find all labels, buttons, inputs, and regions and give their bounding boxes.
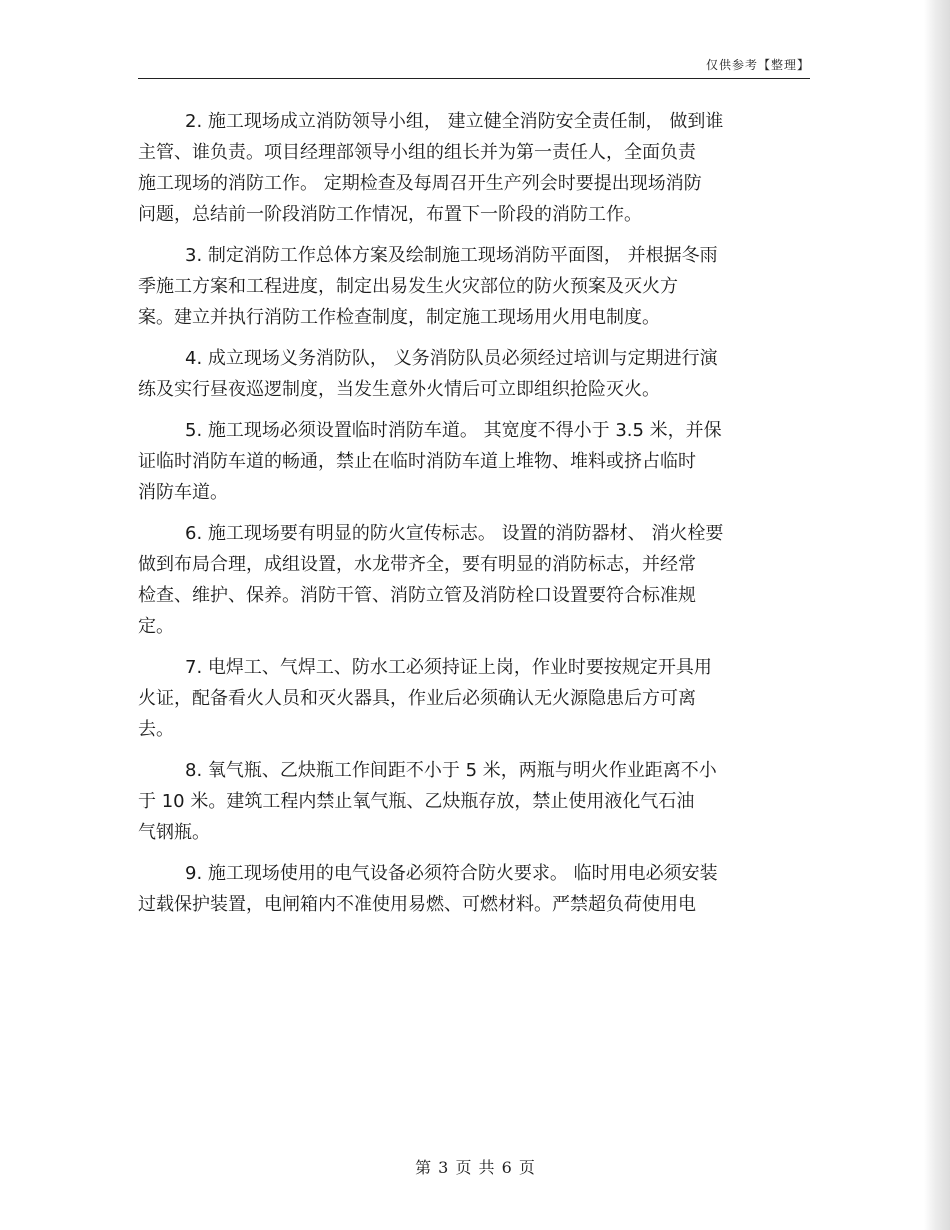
paragraph-item-5 [138,415,812,508]
paragraph-item-2 [138,106,812,230]
paragraph-line: 9. 施工现场使用的电气设备必须符合防火要求。 临时用电必须安装 [185,863,718,884]
paragraph-item-4 [138,343,812,405]
paragraph-line: 5. 施工现场必须设置临时消防车道。 其宽度不得小于 3.5 米，并保 [185,420,722,441]
paragraph-line: 火证，配备看火人员和灭火器具，作业后必须确认无火源隐患后方可离 [138,688,696,709]
paragraph-line: 气钢瓶。 [138,822,210,843]
page-header [138,52,810,79]
paragraph-line: 4. 成立现场义务消防队， 义务消防队员必须经过培训与定期进行演 [185,348,718,369]
paragraph-line: 问题，总结前一阶段消防工作情况，布置下一阶段的消防工作。 [138,204,642,225]
paragraph-line: 定。 [138,616,174,637]
paragraph-line: 7. 电焊工、气焊工、防水工必须持证上岗，作业时要按规定开具用 [185,657,712,678]
paragraph-line: 练及实行昼夜巡逻制度，当发生意外火情后可立即组织抢险灭火。 [138,379,660,400]
page-footer: 第 3 页 共 6 页 [415,1158,535,1177]
paragraph-line: 过载保护装置，电闸箱内不准使用易燃、可燃材料。严禁超负荷使用电 [138,894,696,915]
paragraph-line: 3. 制定消防工作总体方案及绘制施工现场消防平面图， 并根据冬雨 [185,245,718,266]
page-edge-shadow [924,0,950,1230]
paragraph-line: 于 10 米。建筑工程内禁止氧气瓶、乙炔瓶存放，禁止使用液化气石油 [138,791,695,812]
document-body [138,106,812,930]
paragraph-line: 主管、谁负责。项目经理部领导小组的组长并为第一责任人，全面负责 [138,142,696,163]
paragraph-line: 检查、维护、保养。消防干管、消防立管及消防栓口设置要符合标准规 [138,585,696,606]
paragraph-line: 6. 施工现场要有明显的防火宣传标志。 设置的消防器材、 消火栓要 [185,523,724,544]
paragraph-line: 2. 施工现场成立消防领导小组， 建立健全消防安全责任制， 做到谁 [185,111,724,132]
paragraph-line: 证临时消防车道的畅通，禁止在临时消防车道上堆物、堆料或挤占临时 [138,451,696,472]
paragraph-item-8 [138,755,812,848]
paragraph-line: 做到布局合理，成组设置，水龙带齐全，要有明显的消防标志，并经常 [138,554,696,575]
paragraph-item-9 [138,858,812,920]
paragraph-line: 案。建立并执行消防工作检查制度，制定施工现场用火用电制度。 [138,307,660,328]
header-text: 仅供参考【整理】 [705,58,810,72]
paragraph-line: 施工现场的消防工作。 定期检查及每周召开生产列会时要提出现场消防 [138,173,702,194]
paragraph-item-7 [138,652,812,745]
paragraph-line: 8. 氧气瓶、乙炔瓶工作间距不小于 5 米，两瓶与明火作业距离不小 [185,760,717,781]
paragraph-line: 消防车道。 [138,482,228,503]
paragraph-line: 去。 [138,719,174,740]
paragraph-item-6 [138,518,812,642]
paragraph-line: 季施工方案和工程进度，制定出易发生火灾部位的防火预案及灭火方 [138,276,678,297]
paragraph-item-3 [138,240,812,333]
